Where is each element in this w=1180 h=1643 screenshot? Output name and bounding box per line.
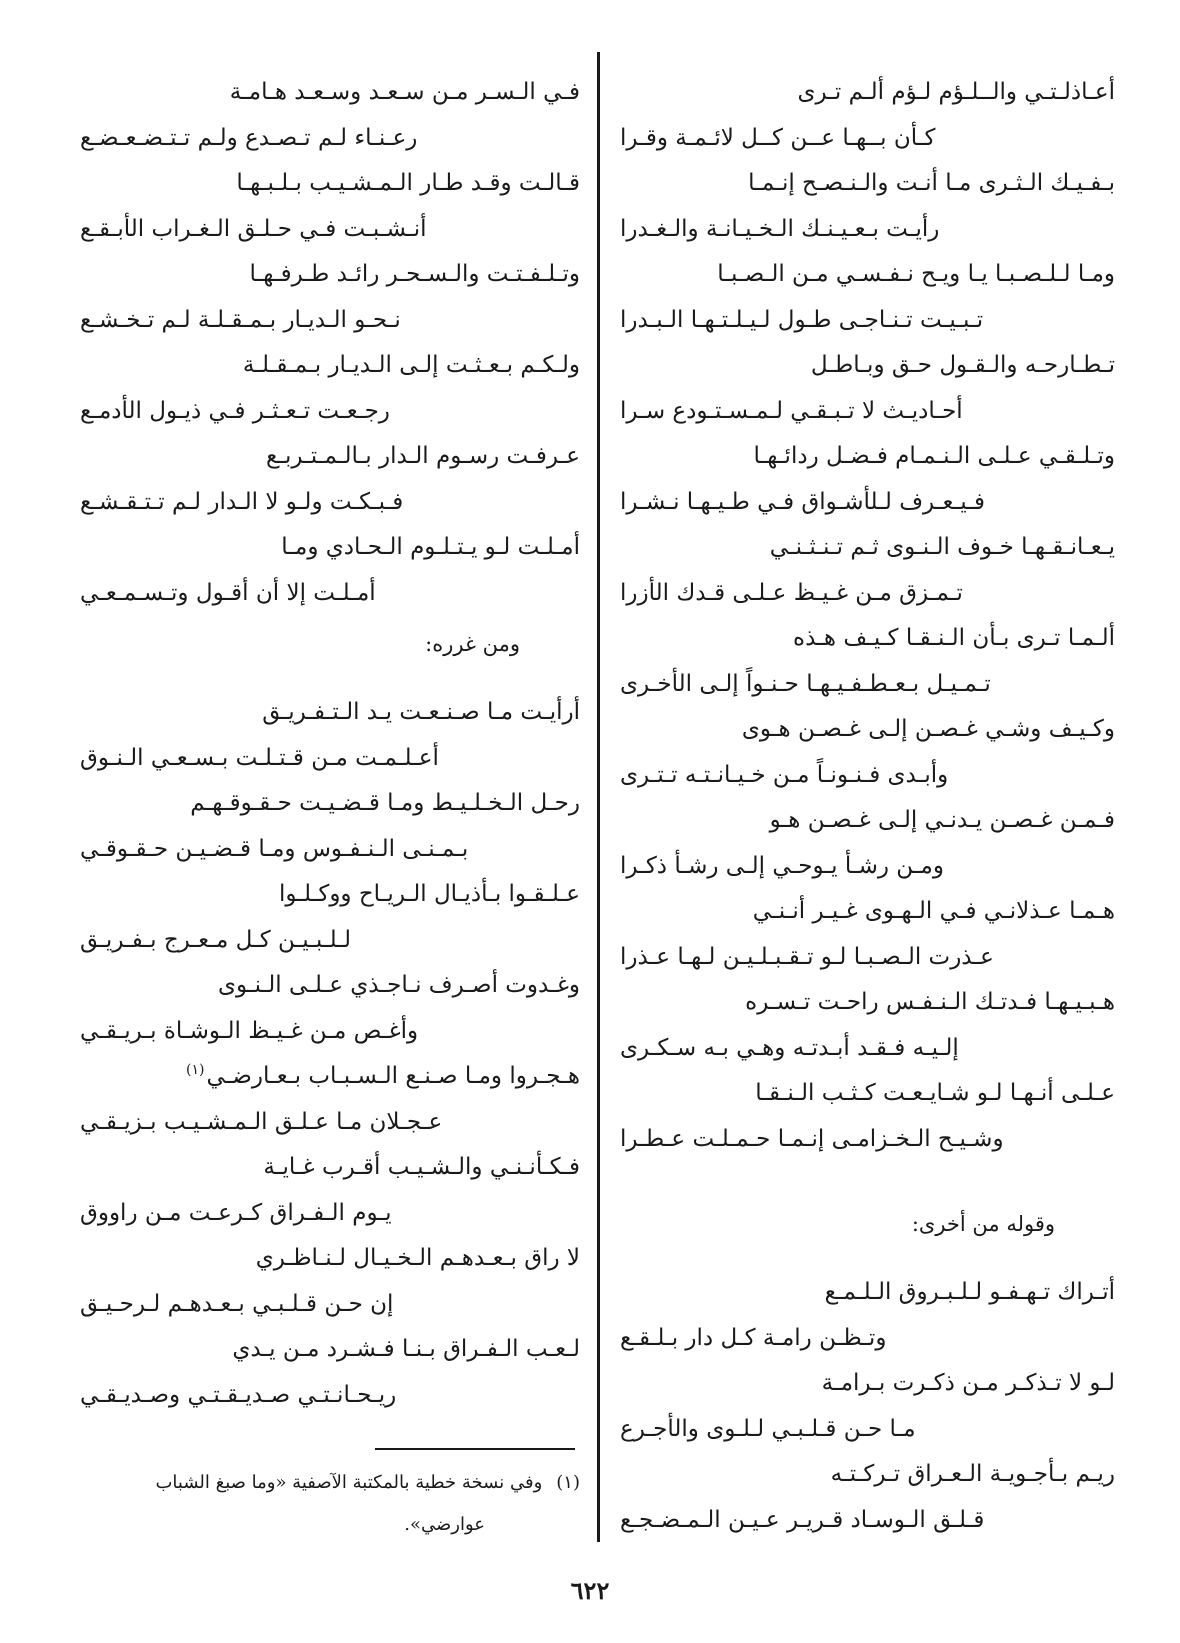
verse-line: رأيـت بـعـيـنـك الـخـيـانـة والـغـدرا [620, 215, 940, 242]
verse-line: وكـيـف وشـي غـصـن إلـى غـصـن هـوى [741, 716, 1115, 742]
verse-line: إلـيـه فـقـد أبـدتـه وهـي بـه سـكـرى [620, 1034, 959, 1061]
verse-line: عـلـى أنـهـا لـو شـايـعـت كـثـب الـنـقـا [755, 1080, 1115, 1106]
verse-line: هـمـا عـذلانـي فـي الـهـوى غـيـر أنـنـي [752, 898, 1115, 924]
footnote-text: وفي نسخة خطية بالمكتبة الآصفية «وما صبغ الشباب [155, 1472, 543, 1493]
verse-line: أنـشـبـت فـي حـلـق الـغـراب الأبـقـع [80, 215, 427, 242]
verse-line: فـي الـسـر مـن سـعـد وسـعـد هـامـة [229, 79, 580, 105]
spacer [80, 672, 580, 690]
column-divider [597, 52, 600, 1542]
verse-line: قـالـت وقـد طـار الـمـشـيـب بـلـبـهـا [236, 170, 580, 196]
verse-line: إن حـن قـلـبـي بـعـدهـم لـرحـيـق [80, 1290, 394, 1317]
verse-line: يـوم الـفـراق كـرعـت مـن راووق [80, 1199, 392, 1226]
verse-line: ومـن رشـأ يـوحـي إلـى رشـأ ذكـرا [620, 852, 944, 879]
verse-text: هـجـروا ومـا صـنـع الـسـبـاب بـعـارضـي [206, 1063, 580, 1089]
right-column [620, 70, 1115, 1543]
verse-line: عـجـلان مـا عـلـق الـمـشـيـب بـزيـقـي [80, 1108, 443, 1135]
verse-line: تـمـيـل بـعـطـفـيـهـا حـنـواً إلـى الأخـرى [620, 670, 991, 697]
verse-line: أمـلـت إلا أن أقـول وتـسـمـعـي [80, 579, 376, 606]
verse-line: رجـعـت تـعـثـر فـي ذيـول الأدمـع [80, 397, 390, 424]
verse-line: عـذرت الـصـبـا لـو تـقـبـلـيـن لـهـا عـذرا [620, 943, 994, 970]
verse-line: تـطـارحـه والـقـول حـق وبـاطـل [810, 352, 1115, 378]
footnote-number: (١) [556, 1472, 580, 1493]
verse-line: لـعـب الـفـراق بـنـا فـشـرد مـن يـدي [232, 1336, 580, 1362]
verse-line: لـو لا تـذكـر مـن ذكـرت بـرامـة [821, 1370, 1115, 1396]
verse-line: وتـظـن رامـة كـل دار بـلـقـع [620, 1324, 887, 1351]
verse-line: عـرفـت رسـوم الـدار بـالـمـتـربـع [265, 443, 580, 469]
verse-line: لـلـبـيـن كـل مـعـرج بـفـريـق [80, 926, 351, 953]
verse-line: ألـمـا تـرى بـأن الـنـقـا كـيـف هـذه [793, 625, 1115, 651]
verse-line: فـبـكـت ولـو لا الـدار لـم تـتـقـشـع [80, 488, 404, 515]
section-heading: ومن غرره: [425, 632, 520, 656]
verse-line: بـفـيـك الـثـرى مـا أنـت والـنـصـح إنـمـا [748, 170, 1115, 196]
verse-line: تـمـزق مـن غـيـظ عـلـى قـدك الأزرا [620, 579, 963, 606]
verse-line: رحـل الـخـلـيـط ومـا قـضـيـت حـقـوقـهـم [190, 790, 580, 816]
verse-line: فـيـعـرف لـلأشـواق فـي طـيـهـا نـشـرا [620, 488, 985, 515]
verse-line: يـعـانـقـهـا خـوف الـنـوى ثـم تـنـثـنـي [769, 534, 1115, 560]
verse-line: تـبـيـت تـنـاجـى طـول لـيـلـتـهـا الـبـدرا [620, 306, 984, 333]
verse-line: وأبـدى فـنـونـاً مـن خـيـانـتـه تـتـرى [620, 761, 949, 788]
verse-line-with-footnote [80, 1054, 580, 1100]
footnote-marker[interactable]: (١) [186, 1062, 205, 1079]
verse-line: وتـلـفـتـت والـسـحـر رائـد طـرفـهـا [249, 261, 580, 287]
verse-line: كـأن بــهـا عــن كــل لائـمـة وقـرا [620, 124, 936, 151]
verse-line: هـبـيـهـا فـدتـك الـنـفـس راحـت تـسـره [745, 989, 1115, 1015]
verse-line: نـحـو الـديـار بـمـقـلـة لـم تـخـشـع [80, 306, 401, 333]
verse-line: وغـدوت أصـرف نـاجـذي عـلـى الـنـوى [217, 972, 580, 998]
verse-line: أتـراك تـهـفـو لـلـبـروق الـلـمـع [824, 1279, 1115, 1305]
verse-line: أمـلـت لـو يـتـلـوم الـحـادي ومـا [281, 534, 580, 560]
verse-line: أعـلـمـت مـن قـتـلـت بـسـعـي الـنـوق [80, 744, 439, 771]
page-number: ٦٢٢ [570, 1576, 610, 1605]
verse-line: ريـم بـأجـويـة الـعـراق تـركـتـه [830, 1461, 1115, 1487]
verse-line: مـا حـن قـلـبـي لـلـوى والأجـرع [620, 1415, 916, 1442]
verse-line: ومـا لـلـصـبـا يـا ويـح نـفـسـي مـن الـصـبـا [717, 261, 1115, 287]
verse-line: رعـنـاء لـم تـصـدع ولـم تـتـضـعـضـع [80, 124, 418, 151]
verse-line: عـلـقـوا بـأذيـال الـريـاح ووكـلـوا [279, 881, 580, 907]
verse-line: وشـيـح الـخـزامـى إنـمـا حـمـلـت عـطـرا [620, 1125, 1004, 1152]
footnote-rule [375, 1448, 575, 1450]
verse-line: وأغـص مـن غـيـظ الـوشـاة بـريـقـي [80, 1017, 419, 1044]
verse-line: أحـاديـث لا تـبـقـي لـمـسـتـودع سـرا [620, 397, 963, 424]
verse-line: ولـكـم بـعـثـت إلـى الـديـار بـمـقـلـة [242, 352, 580, 378]
spacer [620, 1162, 1115, 1196]
section-heading: وقوله من أخرى: [911, 1212, 1055, 1236]
footnote [80, 1462, 580, 1546]
verse-line: فـمـن غـصـن يـدنـي إلـى غـصـن هـو [769, 807, 1115, 833]
verse-line: لا راق بـعـدهـم الـخـيـال لـنـاظـري [255, 1245, 580, 1271]
left-column [80, 70, 580, 1418]
verse-line: وتـلـقـي عـلـى الـنـمـام فـضـل ردائـهـا [753, 443, 1115, 469]
footnote-line [80, 1462, 580, 1504]
verse-line: قـلـق الـوسـاد قـريـر عـيـن الـمـضـجـع [620, 1506, 985, 1533]
verse-line: بـمـنـى الـنـفـوس ومـا قـضـيـن حـقـوقـي [80, 835, 469, 862]
verse-line: أرأيـت مـا صـنـعـت يـد الـتـفـريـق [262, 699, 580, 725]
footnote-continuation: عوارضي». [404, 1514, 485, 1535]
verse-line: أعـاذلـتـي والــلـؤم لـؤم ألـم تـرى [797, 79, 1115, 105]
verse-line: ريـحـانـتـي صـديـقـتـي وصـديـقـي [80, 1381, 397, 1408]
spacer [620, 1252, 1115, 1270]
verse-line: فـكـأنـنـي والـشـيـب أقـرب غـايـة [263, 1154, 580, 1180]
